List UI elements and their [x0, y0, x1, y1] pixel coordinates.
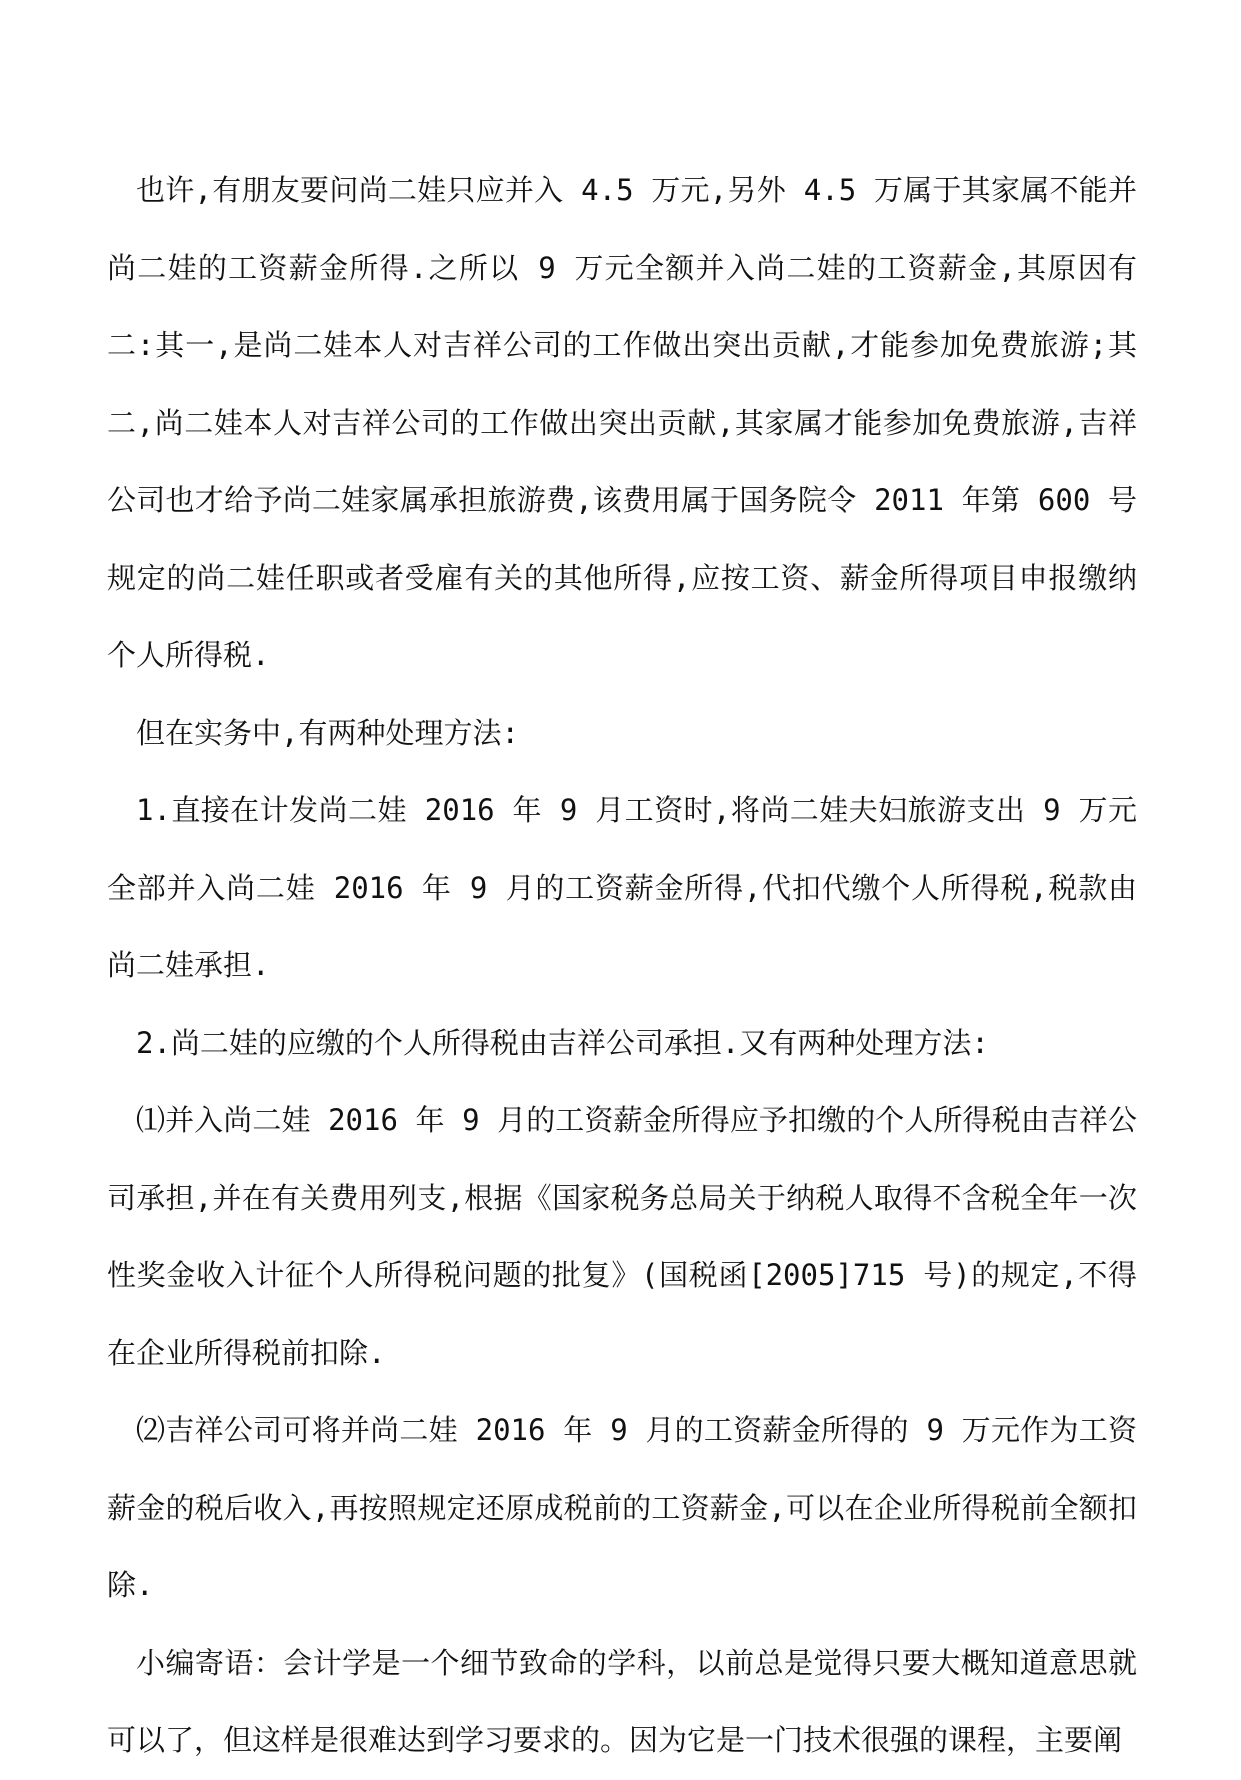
- paragraph-tax-explanation: 也许,有朋友要问尚二娃只应并入 4.5 万元,另外 4.5 万属于其家属不能并尚二娃的工资薪金所得.之所以 9 万元全额并入尚二娃的工资薪金,其原因有二:其一,是尚二娃本人对吉祥公司的工作做出突出贡献,才能参加免费旅游;其二,尚二娃本人对吉祥公司的工作做出突出贡献,其家属才能参加免费旅游,吉祥公司也才给予尚二娃家属承担旅游费,该费用属于国务院令 2011 年第 600 号规定的尚二娃任职或者受雇有关的其他所得,应按工资、薪金所得项目申报缴纳个人所得税.: [107, 173, 1137, 672]
- paragraph-practice-methods-intro: 但在实务中,有两种处理方法:: [136, 715, 519, 750]
- paragraph-method-2-option-1: ⑴并入尚二娃 2016 年 9 月的工资薪金所得应予扣缴的个人所得税由吉祥公司承担,并在有关费用列支,根据《国家税务总局关于纳税人取得不含税全年一次性奖金收入计征个人所得税问题的批复》(国税函[2005]715 号)的规定,不得在企业所得税前扣除.: [107, 1103, 1137, 1370]
- paragraph-editor-note: 小编寄语：会计学是一个细节致命的学科，以前总是觉得只要大概知道意思就可以了，但这样是很难达到学习要求的。因为它是一门技术很强的课程，主要阐: [107, 1645, 1137, 1757]
- paragraph-method-2-option-2: ⑵吉祥公司可将并尚二娃 2016 年 9 月的工资薪金所得的 9 万元作为工资薪金的税后收入,再按照规定还原成税前的工资薪金,可以在企业所得税前全额扣除.: [107, 1413, 1137, 1602]
- paragraph-method-2: 2.尚二娃的应缴的个人所得税由吉祥公司承担.又有两种处理方法:: [136, 1025, 989, 1060]
- document-body: [107, 152, 1137, 1780]
- paragraph-method-1: 1.直接在计发尚二娃 2016 年 9 月工资时,将尚二娃夫妇旅游支出 9 万元全部并入尚二娃 2016 年 9 月的工资薪金所得,代扣代缴个人所得税,税款由尚二娃承担.: [107, 793, 1137, 982]
